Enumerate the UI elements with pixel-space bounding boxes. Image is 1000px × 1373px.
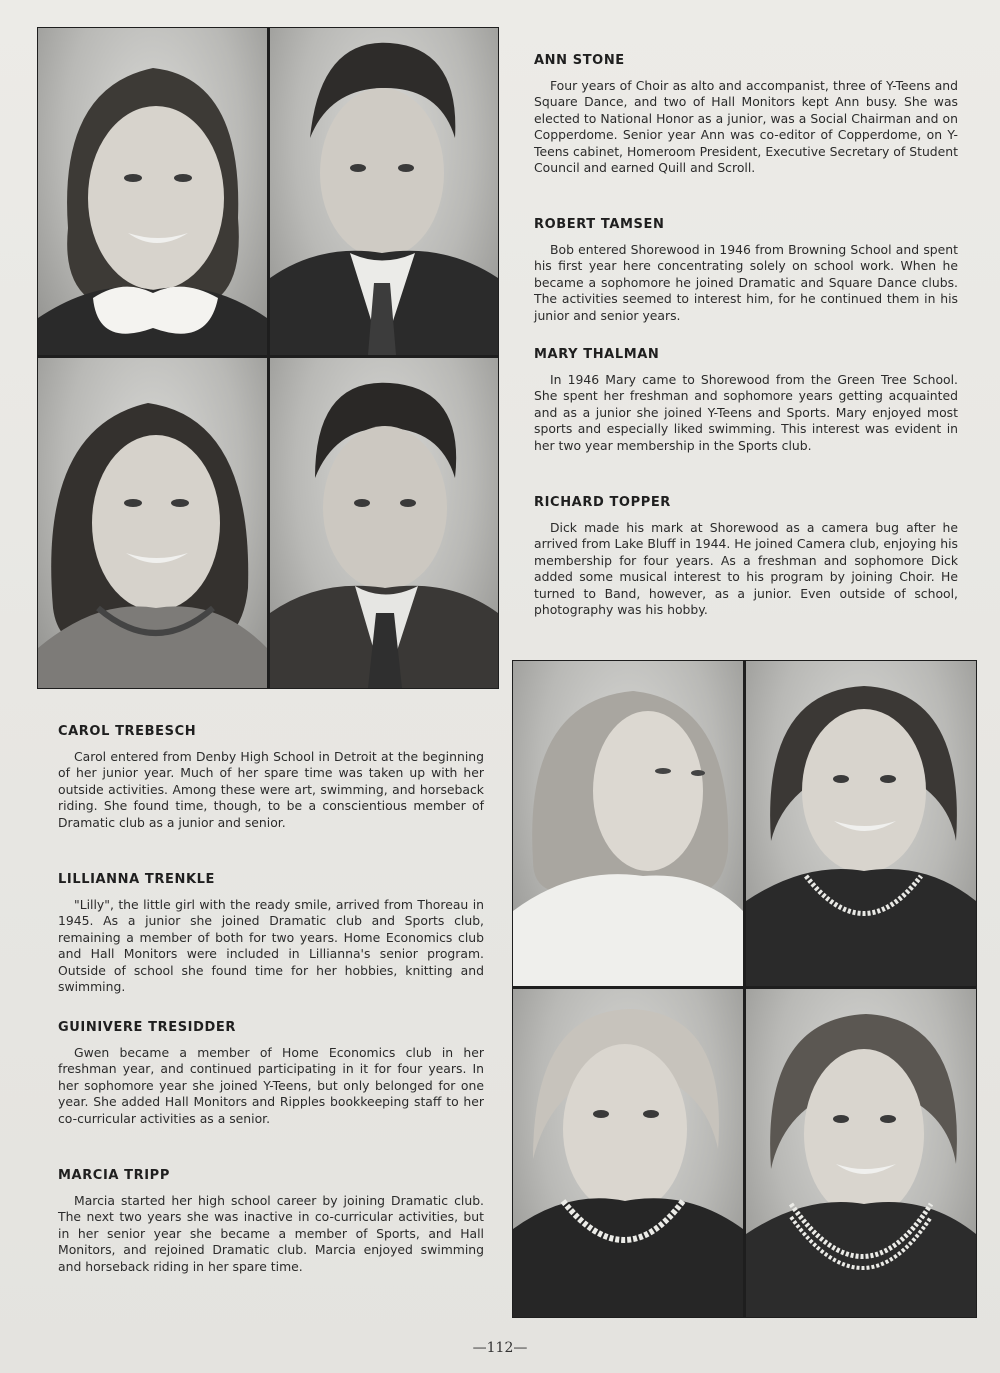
carol-trebesch-portrait [513,661,743,986]
bio-text: Bob entered Shorewood in 1946 from Browning School and spent his first year here concentrating solely on school work. When he became a sophomore he joined Dramatic and Square Dance clubs. The activities seemed to interest him, for he continued them in his junior and senior years. [534,242,958,323]
bio-name: CAROL TREBESCH [58,724,197,739]
bio-guinivere-tresidder [58,1020,484,1127]
bio-name: MARY THALMAN [534,347,660,362]
bio-name: MARCIA TRIPP [58,1168,170,1183]
bio-mary-thalman [534,347,958,454]
marcia-tripp-portrait [746,989,976,1317]
bio-carol-trebesch [58,724,484,831]
guinivere-tresidder-portrait [513,989,743,1317]
photo-grid-top [37,27,499,689]
bio-name: LILLIANNA TRENKLE [58,872,216,887]
mary-thalman-portrait [38,358,267,688]
bio-marcia-tripp [58,1168,484,1275]
bio-text: Carol entered from Denby High School in Detroit at the beginning of her junior year. Much of her spare time was taken up with her outside activities. Among these were art, swimming, and horseback riding. She found time, though, to be a conscientious member of Dramatic club as a junior and senior. [58,749,484,830]
bio-robert-tamsen [534,217,958,324]
bio-text: "Lilly", the little girl with the ready smile, arrived from Thoreau in 1945. As a junior she joined Dramatic club and Sports club, remaining a member of both for two years. Home Economics club and Hall Monitors were included in Lillianna's senior program. Outside of school she found time for her hobbies, knitting and swimming. [58,897,484,995]
bio-name: RICHARD TOPPER [534,495,671,510]
lillianna-trenkle-portrait [746,661,976,986]
ann-stone-portrait [38,28,267,355]
bio-ann-stone [534,53,958,176]
bio-text: Four years of Choir as alto and accompanist, three of Y-Teens and Square Dance, and two of Hall Monitors kept Ann busy. She was elected to National Honor as a junior, was a Social Chairman and on Copperdome. Senior year Ann was co-editor of Copperdome, on Y-Teens cabinet, Homeroom President, Executive Secretary of Student Council and earned Quill and Scroll. [534,78,958,176]
robert-tamsen-portrait [270,28,498,355]
bio-richard-topper [534,495,958,618]
bio-text: In 1946 Mary came to Shorewood from the Green Tree School. She spent her freshman and sophomore years getting acquainted and as a junior she joined Y-Teens and Sports. Mary enjoyed most sports and especially liked swimming. This interest was evident in her two year membership in the Sports club. [534,372,958,453]
bio-text: Marcia started her high school career by joining Dramatic club. The next two years she was inactive in co-curricular activities, but in her senior year she became a member of Sports, and Hall Monitors, and rejoined Dramatic club. Marcia enjoyed swimming and horseback riding in her spare time. [58,1193,484,1274]
bio-name: ROBERT TAMSEN [534,217,665,232]
bio-name: GUINIVERE TRESIDDER [58,1020,236,1035]
page-number: —112— [472,1340,528,1356]
bio-text: Gwen became a member of Home Economics club in her freshman year, and continued participating in it for four years. In her sophomore year she joined Y-Teens, but only belonged for one year. She added Hall Monitors and Ripples bookkeeping staff to her co-curricular activities as a senior. [58,1045,484,1126]
richard-topper-portrait [270,358,498,688]
bio-lillianna-trenkle [58,872,484,995]
bio-text: Dick made his mark at Shorewood as a camera bug after he arrived from Lake Bluff in 1944. He joined Camera club, enjoying his membership for four years. As a freshman and sophomore Dick added some musical interest to his program by joining Choir. He turned to Band, however, as a junior. Even outside of school, photography was his hobby. [534,520,958,618]
photo-grid-bottom [512,660,977,1318]
bio-name: ANN STONE [534,53,625,68]
